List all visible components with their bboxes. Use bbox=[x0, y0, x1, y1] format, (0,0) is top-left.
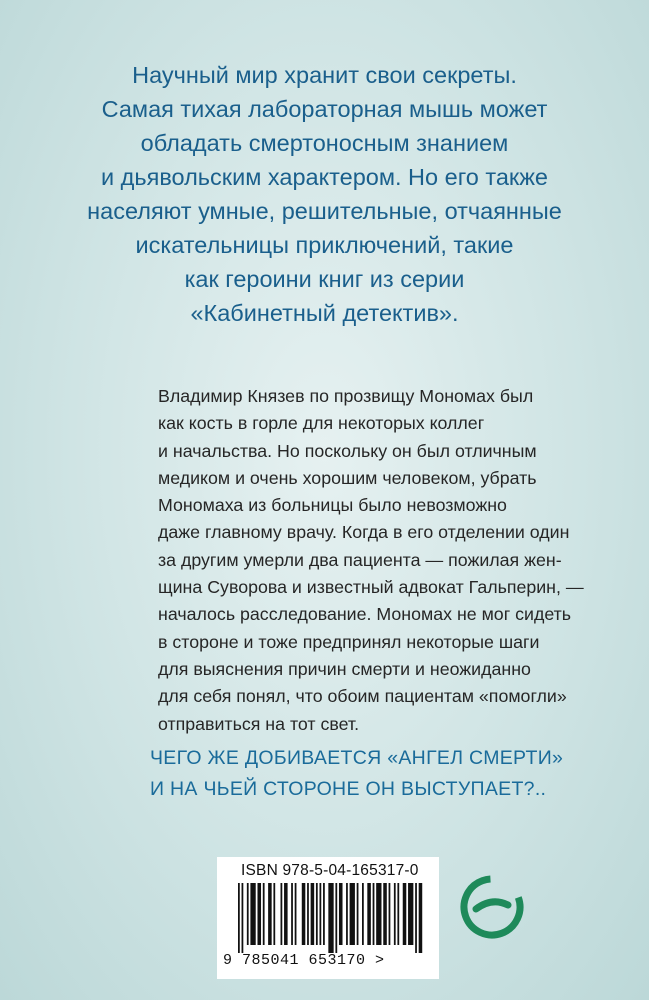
barcode-bars bbox=[238, 883, 424, 953]
barcode-bar bbox=[362, 883, 364, 945]
barcode-bar bbox=[273, 883, 275, 945]
barcode-bar bbox=[247, 883, 249, 945]
synopsis-line: и начальства. Но поскольку он был отличным bbox=[158, 440, 537, 461]
tagline-line: Самая тихая лабораторная мышь может bbox=[101, 96, 548, 122]
barcode-bar bbox=[242, 883, 244, 953]
barcode-bar bbox=[328, 883, 333, 953]
barcode-number: 9 785041 653170 > bbox=[223, 952, 385, 969]
tagline-line: «Кабинетный детектив». bbox=[190, 300, 459, 326]
barcode-bar bbox=[268, 883, 272, 945]
barcode-bar bbox=[238, 883, 240, 953]
synopsis-line: началось расследование. Мономах не мог сидеть bbox=[158, 604, 572, 625]
barcode-panel bbox=[217, 857, 439, 979]
barcode-bar bbox=[295, 883, 297, 945]
barcode-bar bbox=[397, 883, 399, 945]
barcode-bar bbox=[335, 883, 337, 953]
barcode-bar bbox=[302, 883, 306, 945]
barcode-bar bbox=[323, 883, 325, 945]
barcode-bar bbox=[339, 883, 343, 945]
synopsis-line: для себя понял, что обоим пациентам «помогли» bbox=[158, 686, 567, 707]
eksmo-logo-icon bbox=[460, 875, 524, 939]
question-line: ЧЕГО ЖЕ ДОБИВАЕТСЯ «АНГЕЛ СМЕРТИ» bbox=[150, 747, 564, 769]
synopsis-line: медиком и очень хорошим человеком, убрать bbox=[158, 467, 537, 488]
synopsis-line: за другим умерли два пациента — пожилая жен- bbox=[158, 549, 562, 570]
book-synopsis bbox=[158, 383, 598, 738]
synopsis-line: щина Суворова и известный адвокат Гальперин, — bbox=[158, 577, 584, 598]
tagline-line: как героини книг из серии bbox=[184, 266, 465, 292]
tagline-line: обладать смертоносным знанием bbox=[140, 130, 509, 156]
barcode-bar bbox=[291, 883, 293, 945]
barcode-bar bbox=[346, 883, 348, 945]
synopsis-line: в стороне и тоже предпринял некоторые шаги bbox=[158, 631, 540, 652]
barcode-bar bbox=[367, 883, 371, 945]
barcode-bar bbox=[373, 883, 375, 945]
synopsis-line: даже главному врачу. Когда в его отделении один bbox=[158, 522, 570, 543]
synopsis-line: как кость в горле для некоторых коллег bbox=[158, 413, 485, 434]
tagline-line: населяют умные, решительные, отчаянные bbox=[87, 198, 562, 224]
barcode-bar bbox=[415, 883, 417, 953]
barcode-bar bbox=[394, 883, 396, 945]
barcode-bar bbox=[257, 883, 261, 945]
barcode-bar bbox=[408, 883, 413, 945]
tagline-line: Научный мир хранит свои секреты. bbox=[132, 62, 517, 88]
isbn-text: ISBN 978-5-04-165317-0 bbox=[241, 862, 419, 879]
series-tagline bbox=[40, 58, 609, 330]
synopsis-line: для выяснения причин смерти и неожиданно bbox=[158, 658, 531, 679]
barcode-bar bbox=[316, 883, 318, 945]
barcode-bar bbox=[389, 883, 391, 945]
barcode-bar bbox=[307, 883, 309, 945]
tagline-line: и дьявольским характером. Но его также bbox=[100, 164, 548, 190]
barcode-bar bbox=[419, 883, 423, 953]
synopsis-line: отправиться на тот свет. bbox=[158, 713, 360, 734]
barcode-bar bbox=[350, 883, 355, 945]
barcode-bar bbox=[250, 883, 255, 945]
barcode-bar bbox=[281, 883, 283, 945]
barcode-bar bbox=[263, 883, 265, 945]
barcode-bar bbox=[319, 883, 321, 945]
barcode-bar bbox=[383, 883, 387, 945]
synopsis-line: Владимир Князев по прозвищу Мономах был bbox=[158, 386, 534, 406]
barcode-bar bbox=[284, 883, 288, 945]
question-line: И НА ЧЬЕЙ СТОРОНЕ ОН ВЫСТУПАЕТ?.. bbox=[150, 778, 547, 800]
tagline-line: искательницы приключений, такие bbox=[135, 232, 514, 258]
closing-question bbox=[150, 743, 620, 805]
barcode-bar bbox=[403, 883, 407, 945]
barcode-bar bbox=[357, 883, 359, 945]
barcode-bar bbox=[376, 883, 381, 945]
barcode-bar bbox=[311, 883, 315, 945]
synopsis-line: Мономаха из больницы было невозможно bbox=[158, 495, 507, 516]
